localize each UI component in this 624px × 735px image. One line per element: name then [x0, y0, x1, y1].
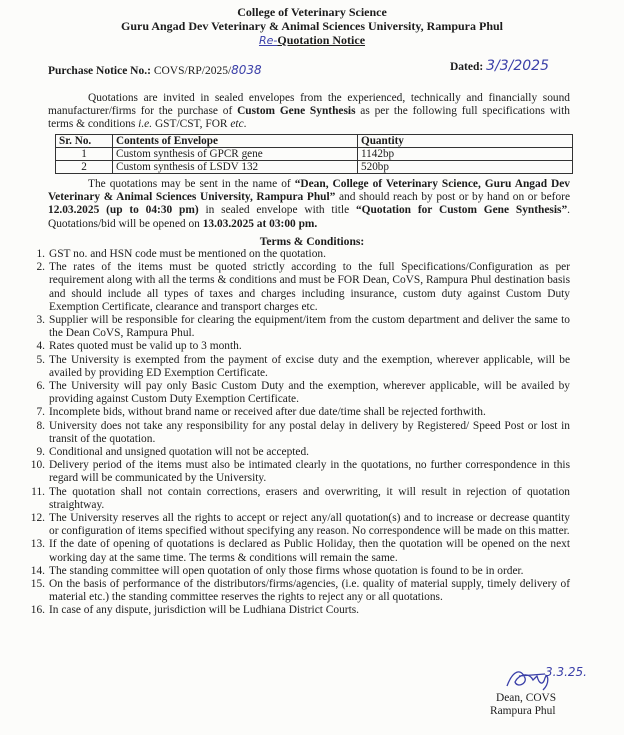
purchase-notice-label: Purchase Notice No.:	[48, 65, 151, 77]
term-text: The University will pay only Basic Custom Duty and the exemption, wherever applicable, will be availed by providing against Custom Duty Exemption Certificate.	[49, 380, 570, 406]
cell-sr: 2	[56, 161, 113, 174]
list-item	[17, 314, 570, 340]
term-number: 11.	[31, 485, 45, 498]
list-item	[17, 578, 570, 604]
col-header-quantity: Quantity	[358, 135, 573, 148]
term-number: 16.	[30, 604, 45, 617]
list-item	[17, 420, 570, 446]
specification-table	[55, 134, 573, 174]
intro-bold: Custom Gene Synthesis	[237, 105, 356, 118]
intro-text-3: GST/CST, FOR	[152, 118, 231, 131]
term-text: University does not take any responsibility for any postal delay in delivery by Registered/ Speed Post or lost in transit of the quotation.	[49, 419, 570, 445]
term-number: 8.	[36, 419, 45, 432]
signatory-place: Rampura Phul	[490, 705, 556, 718]
intro-paragraph	[48, 92, 570, 132]
sub-text-1: The quotations may be sent in the name of	[88, 178, 295, 190]
cell-content: Custom synthesis of GPCR gene	[113, 148, 358, 161]
signatory	[490, 692, 556, 718]
submission-paragraph	[48, 178, 570, 231]
cell-sr: 1	[56, 148, 113, 161]
sub-bold-opening: 13.03.2025 at 03:00 pm.	[202, 217, 318, 230]
dated-label: Dated:	[450, 61, 484, 73]
list-item	[17, 354, 570, 380]
term-number: 4.	[36, 340, 45, 353]
purchase-notice-handwritten: 8038	[231, 63, 262, 77]
table-header-row	[56, 135, 573, 148]
handwritten-re-prefix: Re-	[258, 34, 278, 47]
term-number: 5.	[36, 353, 45, 366]
term-number: 7.	[36, 406, 45, 419]
list-item	[17, 446, 570, 459]
cell-content: Custom synthesis of LSDV 132	[113, 161, 358, 174]
list-item	[17, 486, 570, 512]
list-item	[17, 380, 570, 406]
term-number: 2.	[36, 261, 45, 274]
dated-handwritten: 3/3/2025	[486, 58, 549, 74]
col-header-contents: Contents of Envelope	[113, 135, 358, 148]
sub-bold-title: “Quotation for Custom Gene Synthesis”	[355, 204, 568, 217]
sub-text-3: in sealed envelope with title	[198, 204, 356, 217]
cell-qty: 520bp	[358, 161, 573, 174]
term-number: 6.	[36, 380, 45, 393]
term-number: 12.	[30, 512, 45, 525]
list-item	[17, 604, 570, 617]
sub-text-4: . Quotations/bid will be opened on	[48, 204, 571, 230]
sub-bold-addressee: “Dean, College of Veterinary Science, Guru Angad Dev Veterinary & Animal Sciences University, Rampura Phul”	[48, 178, 570, 204]
term-number: 1.	[36, 248, 45, 260]
term-text: Incomplete bids, without brand name or received after due date/time shall be rejected forthwith.	[49, 406, 486, 419]
list-item	[17, 459, 570, 485]
term-text: The quotation shall not contain corrections, erasers and overwriting, it will result in rejection of quotation straightway.	[49, 485, 570, 511]
col-header-sr: Sr. No.	[56, 135, 113, 148]
term-text: Conditional and unsigned quotation will not be accepted.	[49, 446, 310, 459]
term-text: The University is exempted from the payment of excise duty and the exemption, wherever applicable, will be availed by providing ED Exemption Certificate.	[49, 353, 570, 379]
term-number: 9.	[36, 446, 45, 459]
term-text: Supplier will be responsible for clearing the equipment/item from the custom department and deliver the same to the Dean CoVS, Rampura Phul.	[49, 314, 570, 340]
term-text: Delivery period of the items must also be intimated clearly in the quotations, no further correspondence in this regard will be communicated by the University.	[49, 459, 570, 485]
table-row	[56, 148, 573, 161]
notice-title-text: Quotation Notice	[277, 33, 366, 47]
term-text: GST no. and HSN code must be mentioned on the quotation.	[49, 248, 326, 260]
list-item	[17, 248, 570, 261]
term-text: Rates quoted must be valid up to 3 month.	[49, 340, 242, 353]
term-number: 14.	[30, 564, 45, 577]
intro-end: .	[243, 118, 247, 131]
list-item	[17, 512, 570, 538]
term-number: 13.	[30, 538, 45, 551]
table-row	[56, 161, 573, 174]
signature-handwritten-date: 3.3.25.	[545, 665, 587, 679]
college-name: College of Veterinary Science	[237, 5, 387, 19]
sub-bold-deadline: 12.03.2025 (up to 04:30 pm)	[48, 204, 199, 217]
term-number: 15.	[30, 578, 45, 591]
dated	[450, 60, 549, 74]
terms-title: Terms & Conditions:	[259, 235, 365, 248]
signatory-title: Dean, COVS	[496, 692, 557, 704]
list-item	[17, 340, 570, 353]
list-item	[17, 261, 570, 314]
university-name: Guru Angad Dev Veterinary & Animal Sciences University, Rampura Phul	[120, 19, 503, 33]
term-text: The standing committee will open quotation of only those firms whose quotation is found to be in order.	[49, 564, 524, 577]
term-text: The University reserves all the rights to accept or reject any/all quotation(s) and to increase or decrease quantity or configuration of items specified without specifying any reason. No correspondence will be made on this matter.	[49, 512, 570, 538]
purchase-notice-printed: COVS/RP/2025/	[153, 65, 232, 77]
term-number: 3.	[36, 314, 45, 327]
list-item	[17, 565, 570, 578]
list-item	[17, 406, 570, 419]
term-text: In case of any dispute, jurisdiction will be Ludhiana District Courts.	[49, 604, 360, 617]
list-item	[17, 538, 570, 564]
intro-etc: etc	[230, 118, 244, 131]
intro-text-1: Quotations are invited in sealed envelopes from the experienced, technically and financially sound manufacturer/firms for the purchase of	[48, 92, 570, 118]
sub-text-2: and should reach by post or by hand on or before	[335, 191, 570, 204]
intro-ie: i.e.	[138, 118, 153, 131]
cell-qty: 1142bp	[358, 148, 573, 161]
purchase-notice-number	[48, 64, 262, 78]
term-text: The rates of the items must be quoted strictly according to the full Specifications/Configuration as per requirement along with all the terms & conditions and must be FOR Dean, CoVS, Rampura Phul destination basis and should include all types of taxes and charges including insurance, custom duty against Custom Duty Exemption Certificate, clearance and transport charges etc.	[49, 261, 570, 313]
term-number: 10.	[30, 459, 45, 472]
intro-text-2: as per the following full specifications with terms & conditions	[48, 105, 571, 131]
term-text: On the basis of performance of the distributors/firms/agencies, (i.e. quality of material supply, timely delivery of material etc.) the standing committee reserves the rights to reject any or all quotations.	[49, 578, 570, 604]
term-text: If the date of opening of quotations is declared as Public Holiday, then the quotation will be opened on the next working day at the same time. The terms & conditions will remain the same.	[49, 538, 570, 564]
notice-title	[0, 34, 624, 47]
terms-list	[17, 248, 570, 618]
